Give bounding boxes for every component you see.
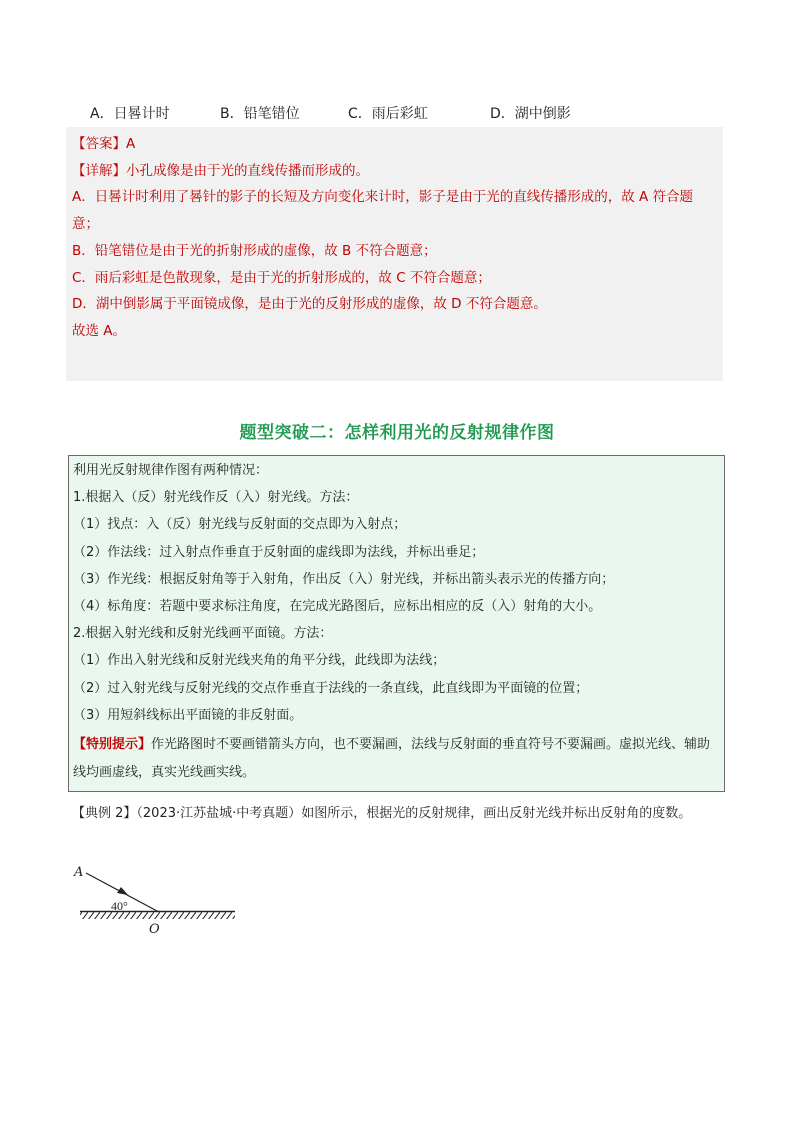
- angle-label: 40°: [111, 899, 128, 913]
- method-line: （1）找点：入（反）射光线与反射面的交点即为入射点；: [73, 517, 407, 533]
- point-a-label: A: [74, 865, 84, 880]
- detail-tag: 【详解】: [72, 162, 126, 179]
- detail-intro: 小孔成像是由于光的直线传播而形成的。: [126, 162, 369, 179]
- method-line: （3）用短斜线标出平面镜的非反射面。: [73, 707, 303, 723]
- method-line: （1）作出入射光线和反射光线夹角的角平分线，此线即为法线；: [73, 653, 446, 669]
- method-line: 1.根据入（反）射光线作反（入）射光线。方法：: [73, 490, 359, 506]
- answer-line: [72, 131, 717, 158]
- tip-tag: 【特别提示】: [73, 737, 152, 753]
- ray-arrow-icon: [117, 887, 128, 895]
- option-c: C．雨后彩虹: [348, 106, 428, 122]
- method-line: （3）作光线：根据反射角等于入射角，作出反（入）射光线，并标出箭头表示光的传播方向；: [73, 571, 615, 587]
- reflection-diagram: [70, 856, 245, 938]
- example-question: 【典例 2】（2023·江苏盐城·中考真题）如图所示，根据光的反射规律，画出反射光线并标出反射角的度数。: [72, 806, 692, 821]
- explanation-c: C．雨后彩虹是色散现象，是由于光的折射形成的，故 C 不符合题意；: [72, 269, 491, 286]
- option-a: A．日晷计时: [90, 106, 170, 122]
- method-line: （4）标角度：若题中要求标注角度，在完成光路图后，应标出相应的反（入）射角的大小。: [73, 599, 602, 615]
- conclusion: 故选 A。: [72, 322, 127, 339]
- answer-tag: 【答案】: [72, 136, 126, 152]
- answer-options: [72, 101, 722, 123]
- explanation-d: D．湖中倒影属于平面镜成像，是由于光的反射形成的虚像，故 D 不符合题意。: [72, 296, 547, 312]
- method-line: （2）作法线：过入射点作垂直于反射面的虚线即为法线，并标出垂足；: [73, 544, 485, 560]
- mirror-hatching: [80, 912, 235, 919]
- explanation-a: A．日晷计时利用了晷针的影子的长短及方向变化来计时，影子是由于光的直线传播形成的，故 A 符合题意；: [72, 189, 694, 232]
- option-b: B．铅笔错位: [220, 106, 300, 122]
- option-d: D．湖中倒影: [490, 106, 571, 122]
- answer-value: A: [126, 136, 136, 152]
- detail-line: [72, 158, 717, 185]
- tip-text: 作光路图时不要画错箭头方向，也不要漏画，法线与反射面的垂直符号不要漏画。虚拟光线、辅助线均画虚线，真实光线画实线。: [73, 737, 711, 781]
- explanation-b: B．铅笔错位是由于光的折射形成的虚像，故 B 不符合题意；: [72, 243, 437, 259]
- section-title: 题型突破二：怎样利用光的反射规律作图: [239, 423, 555, 443]
- special-tip: [73, 731, 720, 787]
- method-box: [68, 455, 725, 792]
- answer-explanation-box: [66, 127, 723, 381]
- method-line: （2）过入射光线与反射光线的交点作垂直于法线的一条直线，此直线即为平面镜的位置；: [73, 680, 589, 696]
- method-line: 2.根据入射光线和反射光线画平面镜。方法：: [73, 626, 333, 642]
- point-o-label: O: [149, 922, 160, 937]
- method-line: 利用光反射规律作图有两种情况：: [73, 463, 269, 478]
